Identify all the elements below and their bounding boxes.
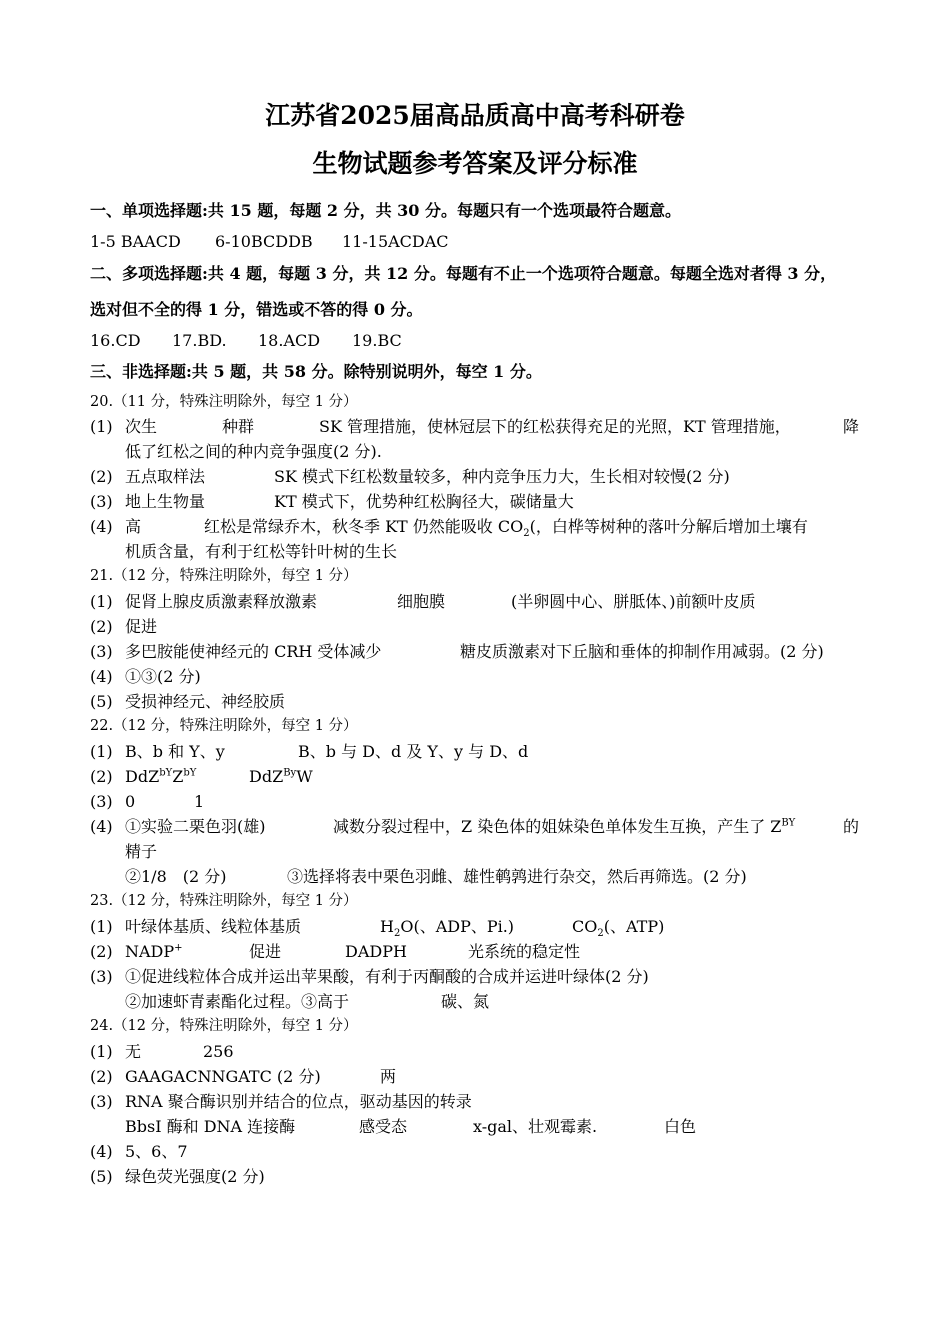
q20-2-answer-a: 五点取样法 <box>125 467 206 486</box>
q24-3-answer-e: 白色 <box>664 1117 697 1136</box>
q21-1-answer-c: (半卵圆中心、胼胝体、)前额叶皮质 <box>511 592 756 611</box>
q24-2-answer-a: GAAGACNNGATC (2 分) <box>125 1067 321 1086</box>
q24-3-answer-a: RNA 聚合酶识别并结合的位点，驱动基因的转录 <box>125 1092 472 1111</box>
section2-heading-line2: 选对但不全的得 1 分，错选或不答的得 0 分。 <box>90 300 423 319</box>
answer-1-5: 1-5 BAACD <box>90 232 181 251</box>
q23-3-answer-a: ①促进线粒体合成并运出苹果酸，有利于丙酮酸的合成并运进叶绿体(2 分) <box>125 967 649 986</box>
page-title: 江苏省2025届高品质高中高考科研卷 <box>265 101 685 130</box>
q24-1-answer-b: 256 <box>203 1042 234 1061</box>
q23-1-number: (1) <box>90 917 113 936</box>
q21-5-number: (5) <box>90 692 113 711</box>
q22-1-answer-a: B、b 和 Y、y <box>125 742 225 761</box>
q21-5-answer-a: 受损神经元、神经胶质 <box>125 692 286 711</box>
answer-16: 16.CD <box>90 331 141 350</box>
q22-4-answer-b <box>333 817 795 837</box>
q22-2-answer-b <box>249 767 313 787</box>
q24-4-answer-a: 5、6、7 <box>125 1142 188 1161</box>
q22-2b-part2: W <box>296 767 313 786</box>
q23-1-answer-a: 叶绿体基质、线粒体基质 <box>125 917 302 936</box>
q23-1c-sub: 2 <box>597 928 604 940</box>
q22-3-answer-a: 0 <box>125 792 136 811</box>
q22-2a-sup2: bY <box>183 767 197 779</box>
q23-1c-part2: (、ATP) <box>603 917 665 936</box>
section2-heading-line1: 二、多项选择题:共 4 题，每题 3 分，共 12 分。每题有不止一个选项符合题意。每题全选对者得 3 分， <box>90 264 837 283</box>
q23-header: 23.（12 分，特殊注明除外，每空 1 分） <box>90 893 358 909</box>
q22-2-number: (2) <box>90 767 113 786</box>
q24-2-number: (2) <box>90 1067 113 1086</box>
q23-2-answer-d: 光系统的稳定性 <box>468 942 581 961</box>
q22-4-answer-a: ①实验二栗色羽(雄) <box>125 817 266 836</box>
q23-1-answer-b <box>380 917 515 940</box>
q24-1-number: (1) <box>90 1042 113 1061</box>
q23-2-number: (2) <box>90 942 113 961</box>
q23-1-answer-c <box>572 917 665 940</box>
q23-3-answer-c: 碳、氮 <box>441 992 490 1011</box>
q23-2-answer-b: 促进 <box>249 942 282 961</box>
q22-4b-sup: BY <box>781 817 796 829</box>
q21-4-number: (4) <box>90 667 113 686</box>
q22-4-answer-d: ②1/8 (2 分) <box>125 867 227 886</box>
q21-1-answer-a: 促肾上腺皮质激素释放激素 <box>125 592 318 611</box>
q23-3-answer-b: ②加速虾青素酯化过程。③高于 <box>125 992 350 1011</box>
answer-18: 18.ACD <box>258 331 321 350</box>
q20-1-answer-b: 种群 <box>222 417 255 436</box>
q20-3-answer-b: KT 模式下，优势种红松胸径大，碳储量大 <box>274 492 574 511</box>
q22-4-answer-e: ③选择将表中栗色羽雌、雄性鹌鹑进行杂交，然后再筛选。(2 分) <box>287 867 747 886</box>
q22-1-answer-b: B、b 与 D、d 及 Y、y 与 D、d <box>298 742 529 761</box>
q22-2a-part2: Z <box>172 767 184 786</box>
q24-5-number: (5) <box>90 1167 113 1186</box>
q21-2-answer-a: 促进 <box>125 617 158 636</box>
q23-1b-part2: O(、ADP、Pi.) <box>400 917 515 936</box>
q22-1-number: (1) <box>90 742 113 761</box>
q21-3-answer-a: 多巴胺能使神经元的 CRH 受体减少 <box>125 642 382 661</box>
q21-1-number: (1) <box>90 592 113 611</box>
q24-3-answer-d: x-gal、壮观霉素. <box>473 1117 598 1136</box>
q22-2a-part1: DdZ <box>125 767 160 786</box>
page-subtitle: 生物试题参考答案及评分标准 <box>312 149 638 178</box>
q24-header: 24.（12 分，特殊注明除外，每空 1 分） <box>90 1018 358 1034</box>
q20-1-continuation: 低了红松之间的种内竞争强度(2 分). <box>125 442 382 461</box>
q21-2-number: (2) <box>90 617 113 636</box>
q20-4-text-2: (，白桦等树种的落叶分解后增加土壤有 <box>529 517 808 536</box>
q21-header: 21.（12 分，特殊注明除外，每空 1 分） <box>90 568 358 584</box>
q20-header: 20.（11 分，特殊注明除外，每空 1 分） <box>90 394 358 410</box>
section1-heading: 一、单项选择题:共 15 题，每题 2 分，共 30 分。每题只有一个选项最符合题意。 <box>90 201 681 220</box>
q22-4b-text: 减数分裂过程中，Z 染色体的姐妹染色单体发生互换，产生了 Z <box>333 817 782 836</box>
q21-4-answer-a: ①③(2 分) <box>125 667 201 686</box>
q20-1-answer-a: 次生 <box>125 417 158 436</box>
q22-header: 22.（12 分，特殊注明除外，每空 1 分） <box>90 718 358 734</box>
answer-17: 17.BD. <box>172 331 227 350</box>
q23-1b-part1: H <box>380 917 394 936</box>
q24-2-answer-b: 两 <box>380 1067 397 1086</box>
q24-3-number: (3) <box>90 1092 113 1111</box>
q22-3-number: (3) <box>90 792 113 811</box>
q23-2a-text: NADP <box>125 942 175 961</box>
q20-3-answer-a: 地上生物量 <box>125 492 206 511</box>
q23-3-number: (3) <box>90 967 113 986</box>
answer-11-15: 11-15ACDAC <box>342 232 449 251</box>
q21-3-answer-b: 糖皮质激素对下丘脑和垂体的抑制作用减弱。(2 分) <box>460 642 824 661</box>
q20-4-text-1: 红松是常绿乔木，秋冬季 KT 仍然能吸收 CO <box>204 517 524 536</box>
q22-3-answer-b: 1 <box>194 792 205 811</box>
q20-2-number: (2) <box>90 467 113 486</box>
q20-4-subscript: 2 <box>523 528 530 540</box>
answer-6-10: 6-10BCDDB <box>215 232 313 251</box>
q20-3-number: (3) <box>90 492 113 511</box>
answer-19: 19.BC <box>352 331 402 350</box>
q22-4-continuation: 精子 <box>125 842 158 861</box>
q20-4-answer-b <box>204 517 808 540</box>
q24-1-answer-a: 无 <box>125 1042 142 1061</box>
q22-4-number: (4) <box>90 817 113 836</box>
q23-1c-part1: CO <box>572 917 598 936</box>
q22-2a-sup1: bY <box>159 767 173 779</box>
q20-4-answer-a: 高 <box>125 517 142 536</box>
q22-4-answer-c: 的 <box>843 817 860 836</box>
q20-2-answer-b: SK 模式下红松数量较多，种内竞争压力大，生长相对较慢(2 分) <box>274 467 730 486</box>
q23-2-answer-a <box>125 942 183 962</box>
q20-1-answer-c: SK 管理措施，使林冠层下的红松获得充足的光照，KT 管理措施， <box>319 417 791 436</box>
q21-1-answer-b: 细胞膜 <box>397 592 446 611</box>
section3-heading: 三、非选择题:共 5 题，共 58 分。除特别说明外，每空 1 分。 <box>90 362 542 381</box>
q23-2a-sup: + <box>174 942 183 954</box>
q23-1b-sub: 2 <box>393 928 401 940</box>
q22-2b-sup: By <box>283 767 297 779</box>
q24-4-number: (4) <box>90 1142 113 1161</box>
q20-1-answer-d: 降 <box>843 417 860 436</box>
q24-5-answer-a: 绿色荧光强度(2 分) <box>125 1167 265 1186</box>
q24-3-answer-b: BbsI 酶和 DNA 连接酶 <box>125 1117 296 1136</box>
q21-3-number: (3) <box>90 642 113 661</box>
q20-4-number: (4) <box>90 517 113 536</box>
q20-4-continuation: 机质含量，有利于红松等针叶树的生长 <box>125 542 398 561</box>
q24-3-answer-c: 感受态 <box>359 1117 408 1136</box>
q22-2b-part1: DdZ <box>249 767 284 786</box>
q20-1-number: (1) <box>90 417 113 436</box>
q23-2-answer-c: DADPH <box>345 942 407 961</box>
q22-2-answer-a <box>125 767 196 787</box>
